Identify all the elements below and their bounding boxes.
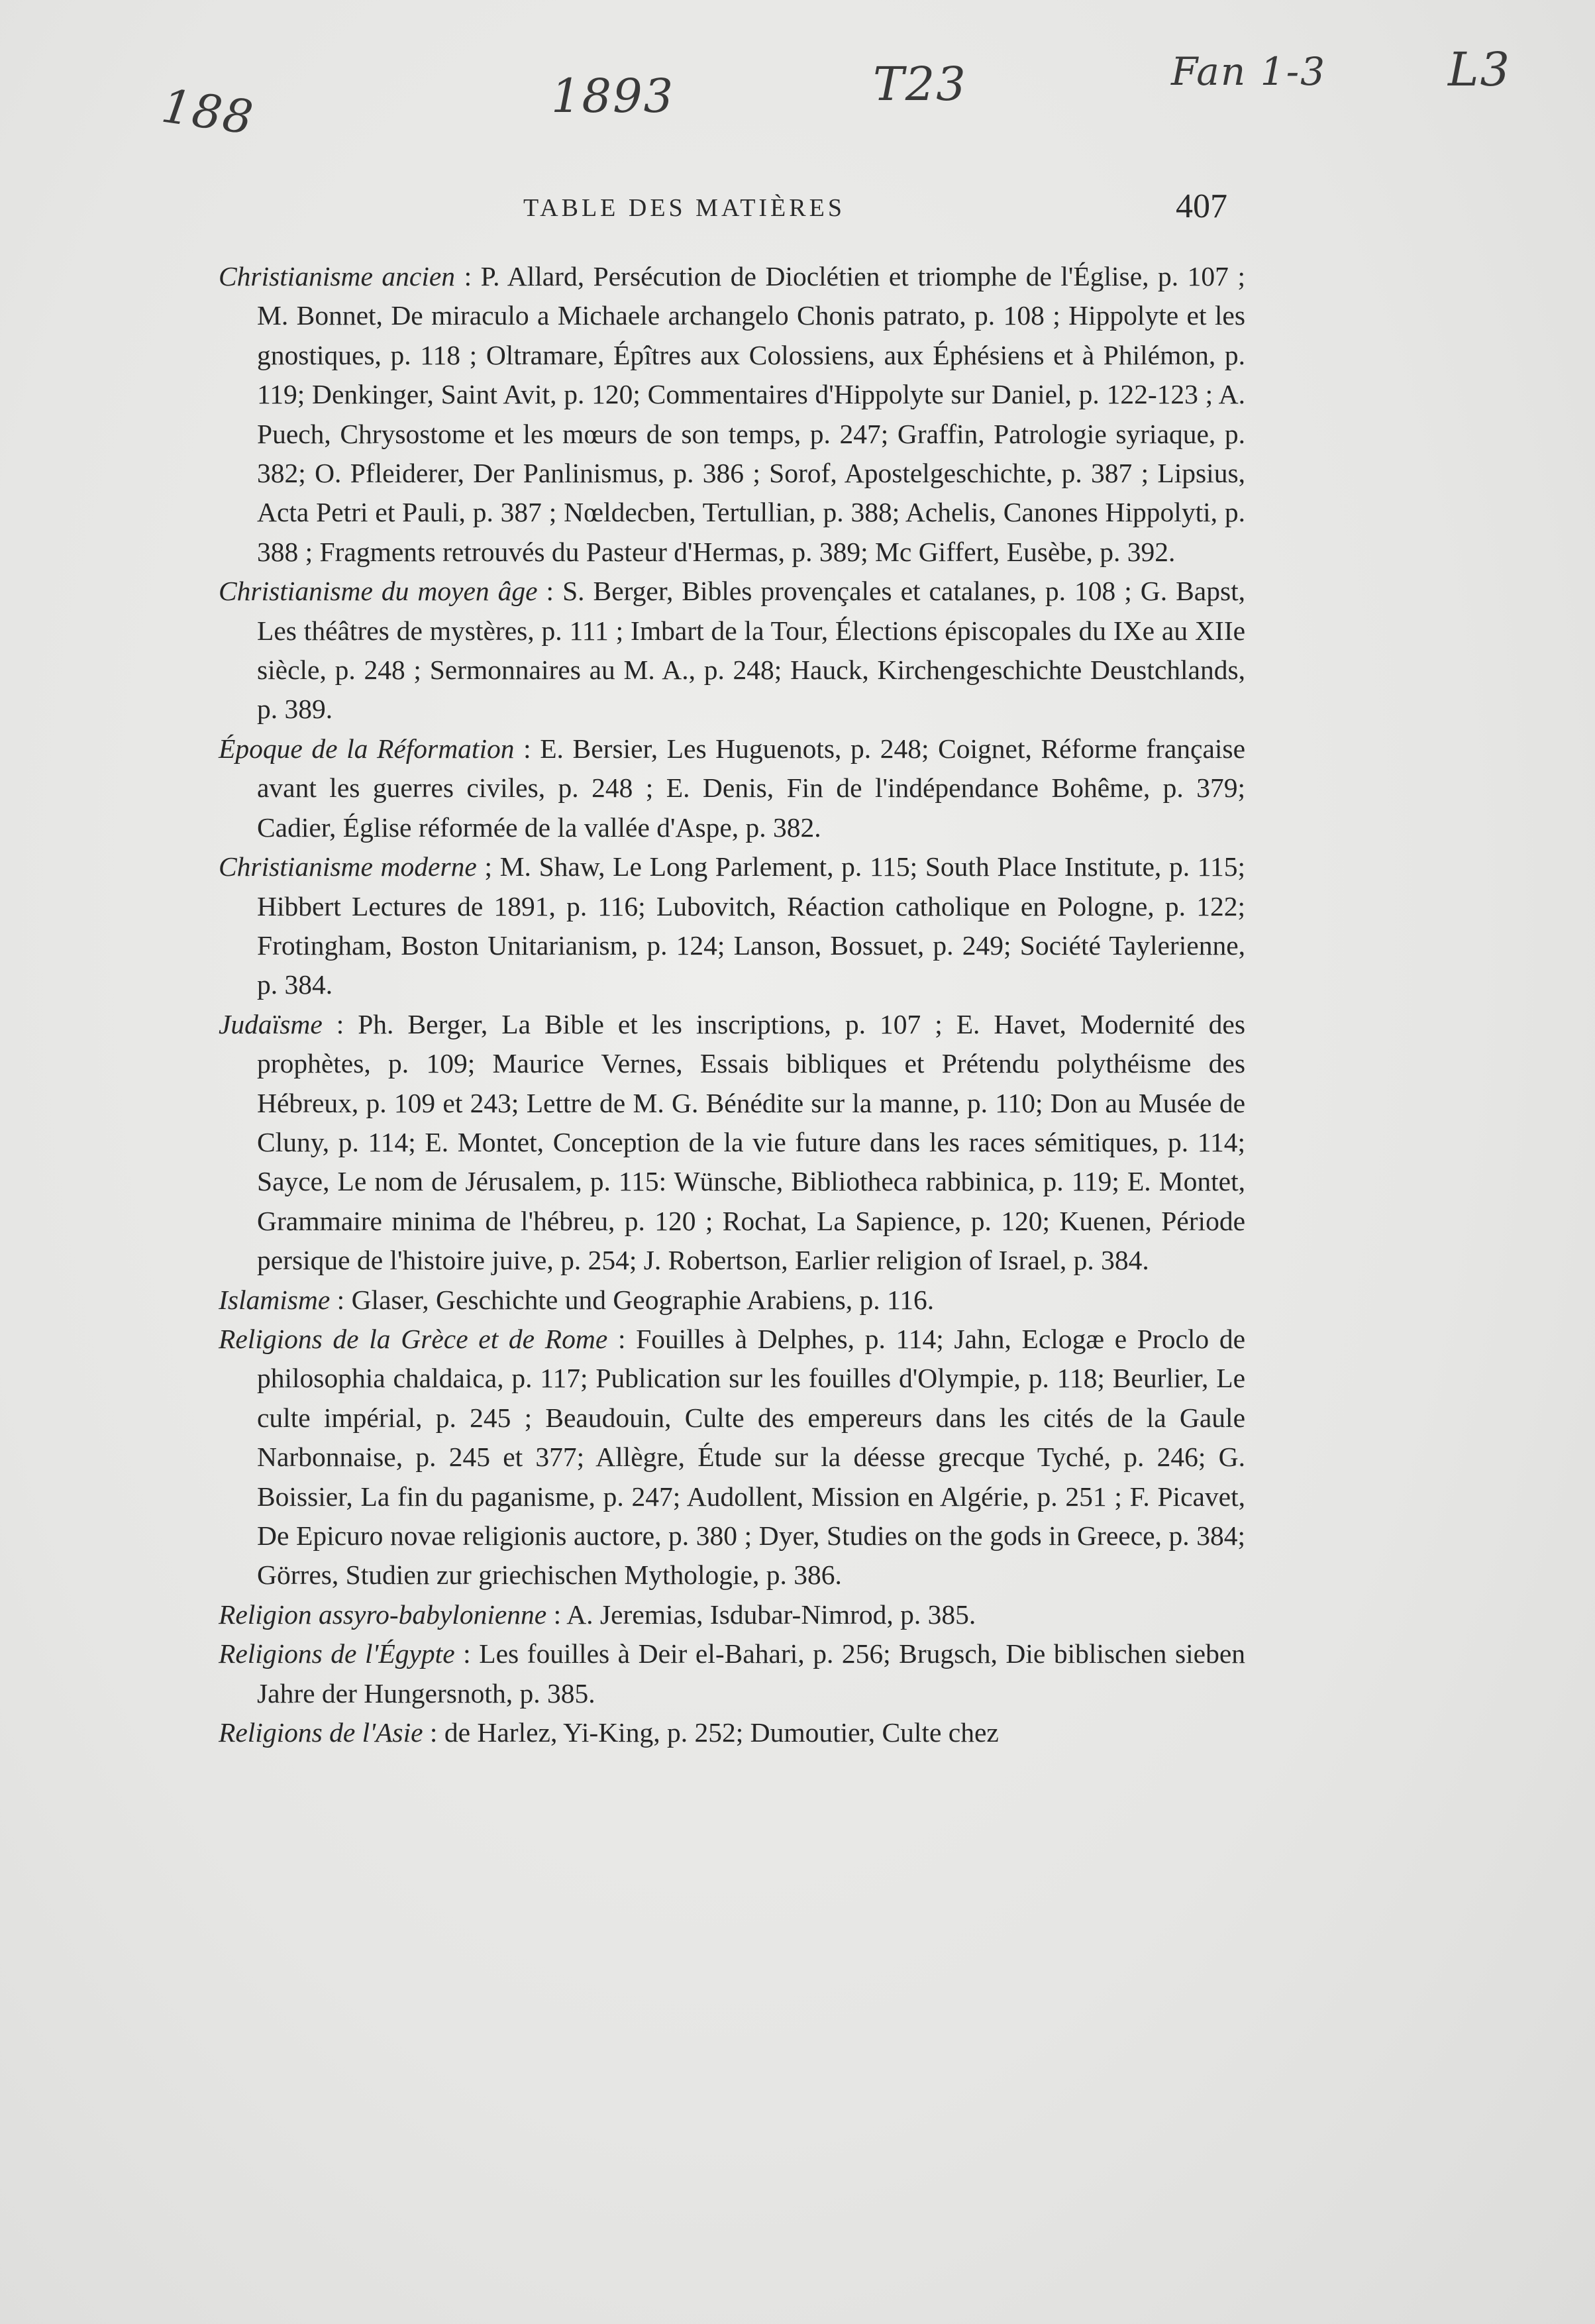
handwritten-note-3: T23 [873, 57, 967, 111]
entry-text: : de Harlez, Yi-King, p. 252; Dumoutier, Culte chez [423, 1717, 999, 1748]
entry-topic: Religions de l'Asie [219, 1717, 423, 1748]
page-number: 407 [1176, 187, 1227, 225]
handwritten-note-1: 188 [158, 78, 258, 146]
entry-topic: Religions de l'Égypte [219, 1638, 455, 1669]
entry-topic: Époque de la Réformation [219, 733, 515, 764]
entry-text: : S. Berger, Bibles provençales et catalanes, p. 108 ; G. Bapst, Les théâtres de mystères, p. 111 ; Imbart de la Tour, Élections épiscopales du IXe au XIIe siècle, p. 248 ; Sermonnaires au M. A., p. 248; Hauck, Kirchengeschichte Deustchlands, p. 389. [257, 576, 1246, 725]
entry-text: : E. Bersier, Les Huguenots, p. 248; Coignet, Réforme française avant les guerres civiles, p. 248 ; E. Denis, Fin de l'indépendance Bohême, p. 379; Cadier, Église réformée de la vallée d'Aspe, p. 382. [257, 733, 1245, 843]
entry-judaisme [219, 1005, 1245, 1281]
entry-topic: Religion assyro-babylonienne [219, 1599, 547, 1630]
entry-christianisme-ancien [219, 257, 1245, 572]
entry-christianisme-moderne [219, 847, 1245, 1005]
entry-religions-asie [219, 1713, 1245, 1752]
entry-religion-assyro-babylonienne [219, 1595, 1245, 1634]
entry-text: : Ph. Berger, La Bible et les inscriptions, p. 107 ; E. Havet, Modernité des prophètes, p. 109; Maurice Vernes, Essais bibliques et Prétendu polythéisme des Hébreux, p. 109 et 243; Lettre de M. G. Bénédite sur la manne, p. 110; Don au Musée de Cluny, p. 114; E. Montet, Conception de la vie future dans les races sémitiques, p. 114; Sayce, Le nom de Jérusalem, p. 115: Wünsche, Bibliotheca rabbinica, p. 119; E. Montet, Grammaire minima de l'hébreu, p. 120 ; Rochat, La Sapience, p. 120; Kuenen, Période persique de l'histoire juive, p. 254; J. Robertson, Earlier religion of Israel, p. 384. [257, 1008, 1245, 1276]
entry-religions-egypte [219, 1634, 1245, 1713]
entry-topic: Christianisme ancien [219, 261, 456, 291]
entry-religions-grece-rome [219, 1320, 1245, 1595]
entry-text: ; M. Shaw, Le Long Parlement, p. 115; South Place Institute, p. 115; Hibbert Lectures de 1891, p. 116; Lubovitch, Réaction catholique en Pologne, p. 122; Frotingham, Boston Unitarianism, p. 124; Lanson, Bossuet, p. 249; Société Taylerienne, p. 384. [257, 851, 1246, 1000]
entry-text: : Glaser, Geschichte und Geographie Arabiens, p. 116. [330, 1284, 935, 1315]
entry-christianisme-moyen-age [219, 572, 1245, 729]
entry-text: : Les fouilles à Deir el-Bahari, p. 256; Brugsch, Die biblischen sieben Jahre der Hungersnoth, p. 385. [257, 1638, 1245, 1709]
handwritten-note-4: Fan 1-3 [1171, 49, 1327, 94]
entry-text: : A. Jeremias, Isdubar-Nimrod, p. 385. [546, 1599, 976, 1630]
entry-islamisme [219, 1281, 1245, 1320]
entry-topic: Islamisme [219, 1284, 331, 1315]
running-head-title: TABLE DES MATIÈRES [523, 194, 845, 222]
entry-text: : Fouilles à Delphes, p. 114; Jahn, Eclogæ e Proclo de philosophia chaldaica, p. 117; Publication sur les fouilles d'Olympie, p. 118; Beurlier, Le culte impérial, p. 245 ; Beaudouin, Culte des empereurs dans les cités de la Gaule Narbonnaise, p. 245 et 377; Allègre, Étude sur la déesse grecque Tyché, p. 246; G. Boissier, La fin du paganisme, p. 247; Audollent, Mission en Algérie, p. 251 ; F. Picavet, De Epicuro novae religionis auctore, p. 380 ; Dyer, Studies on the gods in Greece, p. 384; Görres, Studien zur griechischen Mythologie, p. 386. [257, 1323, 1245, 1591]
entry-topic: Christianisme du moyen âge [219, 576, 538, 607]
entry-text: : P. Allard, Persécution de Dioclétien et triomphe de l'Église, p. 107 ; M. Bonnet, De miraculo a Michaele archangelo Chonis patrato, p. 108 ; Hippolyte et les gnostiques, p. 118 ; Oltramare, Épîtres aux Colossiens, aux Éphésiens et à Philémon, p. 119; Denkinger, Saint Avit, p. 120; Commentaires d'Hippolyte sur Daniel, p. 122-123 ; A. Puech, Chrysostome et les mœurs de son temps, p. 247; Graffin, Patrologie syriaque, p. 382; O. Pfleiderer, Der Panlinismus, p. 386 ; Sorof, Apostelgeschichte, p. 387 ; Lipsius, Acta Petri et Pauli, p. 387 ; Nœldecben, Tertullian, p. 388; Achelis, Canones Hippolyti, p. 388 ; Fragments retrouvés du Pasteur d'Hermas, p. 389; Mc Giffert, Eusèbe, p. 392. [257, 261, 1245, 567]
entry-topic: Judaïsme [219, 1008, 323, 1039]
entry-topic: Religions de la Grèce et de Rome [219, 1323, 608, 1354]
entry-topic: Christianisme moderne [219, 851, 477, 882]
table-of-contents-body [219, 257, 1245, 1752]
handwritten-note-2: 1893 [551, 69, 675, 123]
handwritten-note-5: L3 [1448, 42, 1512, 97]
entry-epoque-reformation [219, 729, 1245, 847]
